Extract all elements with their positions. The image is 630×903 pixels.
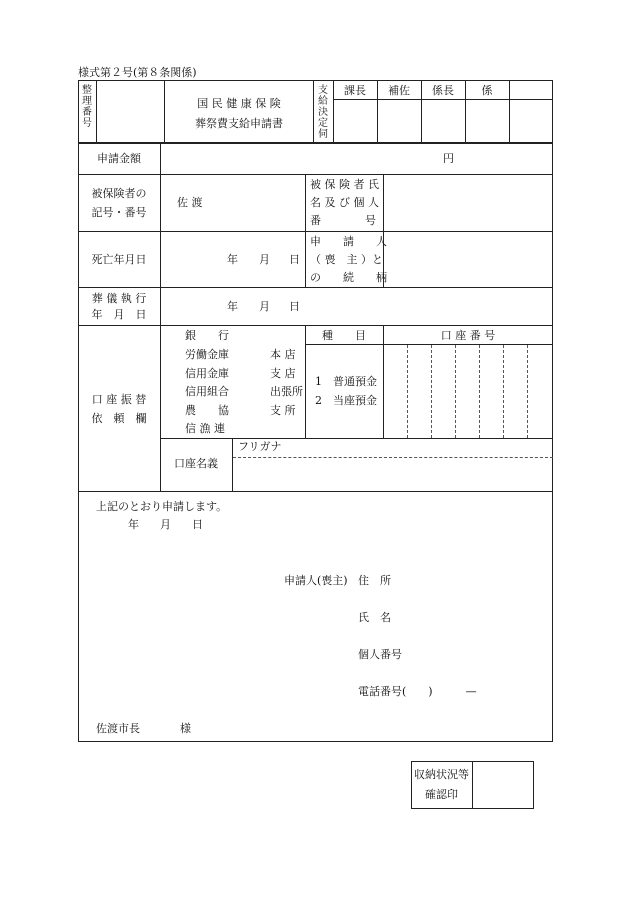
insured-no-label-2: 記号・番号 bbox=[91, 206, 147, 219]
account-number-field[interactable] bbox=[385, 346, 551, 436]
type-checking[interactable]: 2 当座預金 bbox=[315, 394, 377, 407]
bank-section-label-1: 口 座 振 替 bbox=[91, 393, 147, 406]
stamp-label-1: 収納状況等 bbox=[414, 768, 469, 781]
decision-label: 支給決定伺 bbox=[318, 85, 328, 140]
reg-number-field[interactable] bbox=[97, 81, 163, 142]
institution-credit-union[interactable]: 信用組合 bbox=[185, 385, 229, 398]
death-year: 年 bbox=[227, 253, 238, 266]
bank-section-label-2: 依 頼 欄 bbox=[91, 412, 147, 425]
insured-name-label-3: 番 号 bbox=[310, 214, 376, 227]
branch-branch[interactable]: 支 店 bbox=[270, 367, 296, 380]
insured-no-label-1: 被保険者の bbox=[91, 187, 147, 200]
type-ordinary[interactable]: 1 普通預金 bbox=[315, 375, 377, 388]
type-header: 種 目 bbox=[322, 329, 366, 342]
declaration-statement: 上記のとおり申請します。 bbox=[96, 500, 228, 513]
declaration-year: 年 bbox=[128, 518, 139, 531]
personal-no-field[interactable] bbox=[410, 644, 550, 664]
insured-name-label-1: 被 保 険 者 氏 bbox=[310, 178, 379, 191]
branch-head-office[interactable]: 本 店 bbox=[270, 348, 296, 361]
furigana-field[interactable] bbox=[300, 439, 551, 456]
funeral-year: 年 bbox=[227, 300, 238, 313]
funeral-label-2: 年 月 日 bbox=[91, 308, 147, 321]
death-date-label: 死亡年月日 bbox=[91, 253, 147, 266]
funeral-day: 日 bbox=[289, 300, 300, 313]
furigana-label: フリガナ bbox=[238, 440, 282, 453]
death-month: 月 bbox=[259, 253, 270, 266]
stamp-field[interactable] bbox=[473, 762, 533, 808]
declaration-day: 日 bbox=[192, 518, 203, 531]
holder-label: 口座名義 bbox=[174, 457, 218, 470]
insured-no-field[interactable] bbox=[215, 176, 303, 229]
amount-unit: 円 bbox=[443, 152, 454, 165]
name-label: 氏 名 bbox=[358, 611, 391, 624]
form-title-line2: 葬祭費支給申請書 bbox=[195, 117, 283, 130]
personal-no-label: 個人番号 bbox=[358, 648, 402, 661]
approval-section-chief: 課長 bbox=[344, 84, 366, 97]
relation-label-2: （ 喪 主 ）と bbox=[310, 253, 383, 266]
approval-assistant: 補佐 bbox=[388, 84, 410, 97]
account-header: 口 座 番 号 bbox=[440, 329, 496, 342]
address-field[interactable] bbox=[400, 570, 550, 590]
branch-sub-office[interactable]: 出張所 bbox=[270, 385, 303, 398]
institution-bank[interactable]: 銀 行 bbox=[185, 329, 229, 342]
funeral-month: 月 bbox=[259, 300, 270, 313]
approval-staff: 係 bbox=[481, 84, 493, 97]
holder-name-field[interactable] bbox=[234, 459, 551, 489]
insured-name-label-2: 名 及 び 個 人 bbox=[310, 196, 379, 209]
branch-office[interactable]: 支 所 bbox=[270, 404, 296, 417]
amount-field[interactable] bbox=[162, 145, 442, 172]
insured-name-field[interactable] bbox=[385, 176, 551, 229]
form-number: 様式第２号(第８条関係) bbox=[78, 66, 197, 79]
addressee: 佐渡市長 bbox=[96, 722, 140, 735]
name-field[interactable] bbox=[400, 607, 550, 627]
relation-label-1: 申 請 人 bbox=[310, 235, 387, 248]
reg-number-label: 整理番号 bbox=[82, 85, 92, 129]
institution-labor-bank[interactable]: 労働金庫 bbox=[185, 348, 229, 361]
funeral-date-field[interactable] bbox=[162, 289, 551, 323]
address-label: 住 所 bbox=[358, 574, 391, 587]
honorific: 様 bbox=[180, 722, 191, 735]
insured-no-prefix: 佐 渡 bbox=[177, 196, 203, 209]
death-date-field[interactable] bbox=[162, 233, 303, 285]
institution-shinkin[interactable]: 信用金庫 bbox=[185, 367, 229, 380]
stamp-label-2: 確認印 bbox=[425, 788, 458, 801]
relation-label-3: の 続 柄 bbox=[310, 271, 387, 284]
form-title-line1: 国 民 健 康 保 険 bbox=[197, 97, 281, 110]
phone-label: 電話番号( ) — bbox=[358, 685, 477, 698]
institution-ja[interactable]: 農 協 bbox=[185, 404, 229, 417]
declaration-month: 月 bbox=[160, 518, 171, 531]
funeral-label-1: 葬 儀 執 行 bbox=[91, 292, 147, 305]
relation-field[interactable] bbox=[385, 233, 551, 285]
amount-label: 申請金額 bbox=[97, 152, 141, 165]
approval-subsection-chief: 係長 bbox=[432, 84, 454, 97]
institution-fishery[interactable]: 信 漁 連 bbox=[185, 422, 225, 435]
death-day: 日 bbox=[289, 253, 300, 266]
applicant-label: 申請人(喪主) bbox=[284, 574, 348, 587]
